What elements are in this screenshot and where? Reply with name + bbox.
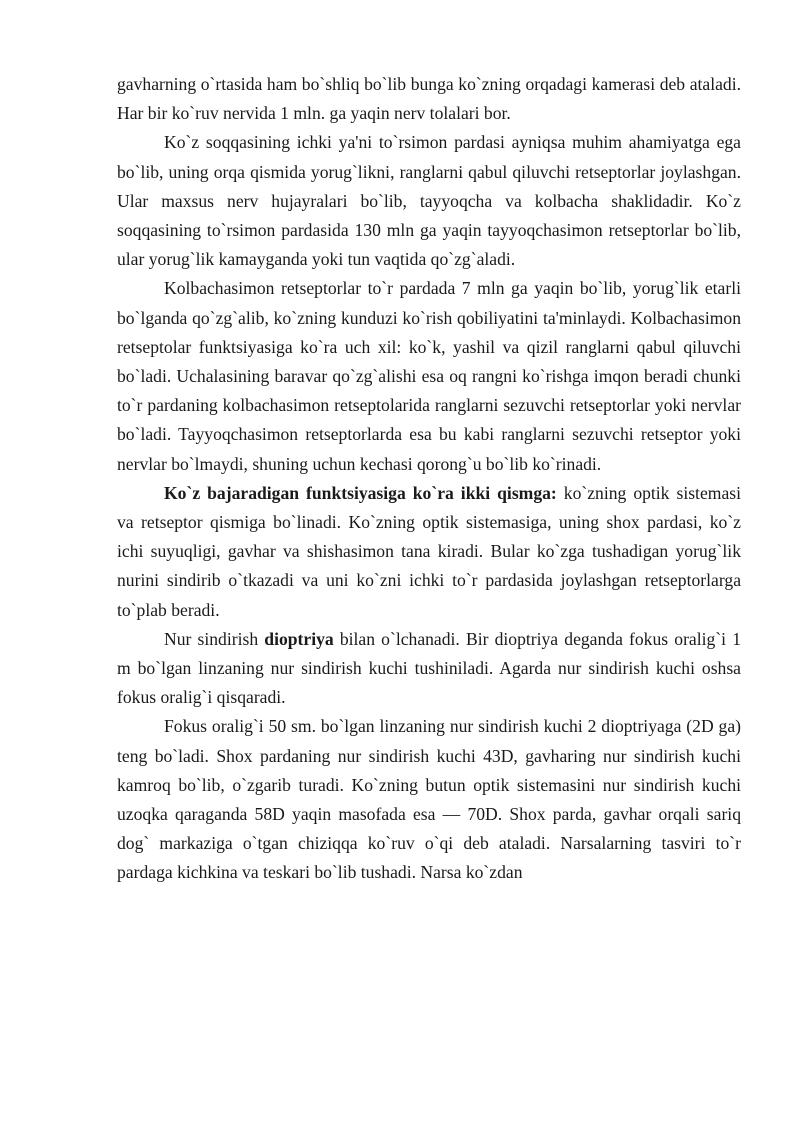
- text-run: bilan o`lchanadi. Bir dioptriya deganda fokus oralig`i 1 m bo`lgan linzaning nur sindirish kuchi tushiniladi. Agarda nur sindirish kuchi oshsa fokus oralig`i qisqaradi.: [117, 628, 742, 708]
- paragraph-1: [117, 128, 741, 274]
- text-run: gavharning o`rtasida ham bo`shliq bo`lib bunga ko`zning orqadagi kamerasi deb ataladi. Har bir ko`ruv nervida 1 mln. ga yaqin nerv tolalari bor.: [117, 74, 741, 124]
- paragraph-5: [117, 712, 741, 887]
- paragraph-0: [117, 70, 741, 128]
- text-run: Nur sindirish: [164, 628, 265, 649]
- text-run: Kolbachasimon retseptorlar to`r pardada 7 mln ga yaqin bo`lib, yorug`lik etarli bo`lganda qo`zg`alib, ko`zning kunduzi ko`rish qobiliyatini ta'minlaydi. Kolbachasimon retseptolar funktsiyasiga ko`ra uch xil: ko`k, yashil va qizil ranglarni qabul qiluvchi bo`ladi. Uchalasining baravar qo`zg`alishi esa oq rangni ko`rishga imqon beradi chunki to`r pardaning kolbachasimon retseptolarida ranglarni sezuvchi retseptorlar yoki nervlar bo`ladi. Tayyoqchasimon retseptorlarda esa bu kabi ranglarni sezuvchi retseptor yoki nervlar bo`lmaydi, shuning uchun kechasi qorong`u bo`lib ko`rinadi.: [117, 278, 741, 474]
- bold-heading-run: Ko`z bajaradigan funktsiyasiga ko`ra ikki qismga:: [164, 482, 557, 503]
- paragraph-4: [117, 625, 741, 713]
- bold-term-run: dioptriya: [264, 628, 334, 649]
- paragraph-3: [117, 479, 741, 625]
- paragraph-2: [117, 274, 741, 478]
- text-run: Ko`z soqqasining ichki ya'ni to`rsimon pardasi ayniqsa muhim ahamiyatga ega bo`lib, uning orqa qismida yorug`likni, ranglarni qabul qiluvchi retseptorlar joylashgan. Ular maxsus nerv hujayralari bo`lib, tayyoqcha va kolbacha shaklidadir. Ko`z soqqasining to`rsimon pardasida 130 mln ga yaqin tayyoqchasimon retseptorlar bo`lib, ular yorug`lik kamayganda yoki tun vaqtida qo`zg`aladi.: [117, 132, 741, 270]
- text-run: ko`zning optik sistemasi va retseptor qismiga bo`linadi. Ko`zning optik sistemasiga, uning shox pardasi, ko`z ichi suyuqligi, gavhar va shishasimon tana kiradi. Bular ko`zga tushadigan yorug`lik nurini sindirib o`tkazadi va uni ko`zni ichki to`r pardasida joylashgan retseptorlarga to`plab beradi.: [117, 482, 741, 620]
- text-run: Fokus oralig`i 50 sm. bo`lgan linzaning nur sindirish kuchi 2 dioptriyaga (2D ga) teng bo`ladi. Shox pardaning nur sindirish kuchi 43D, gavharing nur sindirish kuchi kamroq bo`lib, o`zgarib turadi. Ko`zning butun optik sistemasini nur sindirish kuchi uzoqka qaraganda 58D yaqin masofada esa — 70D. Shox parda, gavhar orqali sariq dog` markaziga o`tgan chiziqqa ko`ruv o`qi deb ataladi. Narsalarning tasviri to`r pardaga kichkina va teskari bo`lib tushadi. Narsa ko`zdan: [117, 716, 741, 883]
- document-page: [117, 70, 741, 888]
